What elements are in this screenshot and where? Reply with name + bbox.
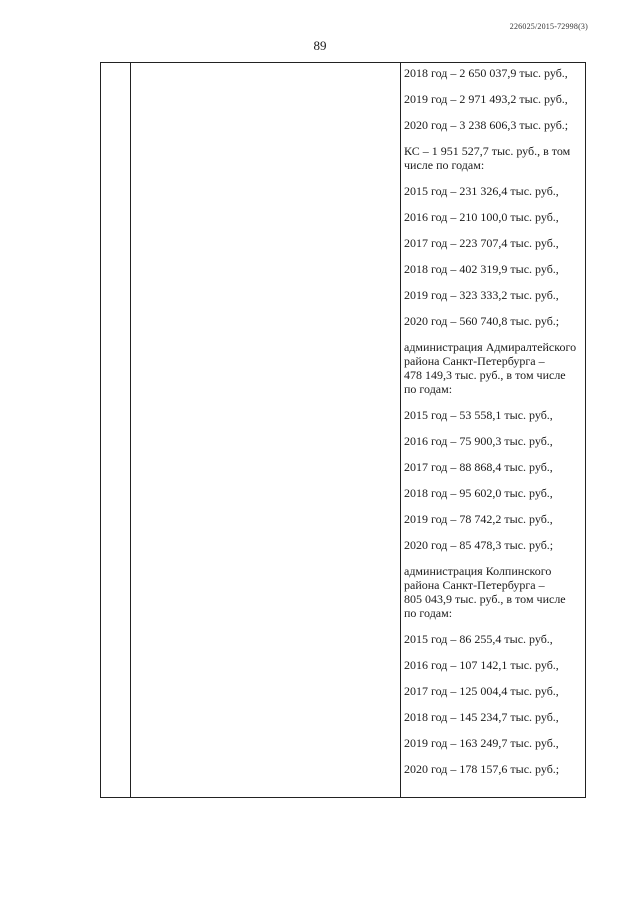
funding-source-heading: администрация Адмиралтейского района Санкт-Петербурга – 478 149,3 тыс. руб., в том числе по годам: [404, 340, 577, 396]
document-code: 226025/2015-72998(3) [509, 22, 588, 31]
funding-line: 2015 год – 86 255,4 тыс. руб., [404, 632, 553, 646]
funding-source-heading: администрация Колпинского района Санкт-Петербурга – 805 043,9 тыс. руб., в том числе по годам: [404, 564, 566, 620]
funding-line: 2020 год – 560 740,8 тыс. руб.; [404, 314, 560, 328]
funding-line: 2018 год – 145 234,7 тыс. руб., [404, 710, 559, 724]
funding-line: 2019 год – 323 333,2 тыс. руб., [404, 288, 559, 302]
funding-line: 2020 год – 3 238 606,3 тыс. руб.; [404, 118, 569, 132]
funding-line: 2020 год – 85 478,3 тыс. руб.; [404, 538, 554, 552]
funding-line: 2018 год – 2 650 037,9 тыс. руб., [404, 66, 568, 80]
funding-line: 2016 год – 75 900,3 тыс. руб., [404, 434, 553, 448]
funding-line: 2019 год – 163 249,7 тыс. руб., [404, 736, 559, 750]
funding-line: 2018 год – 402 319,9 тыс. руб., [404, 262, 559, 276]
funding-line: 2020 год – 178 157,6 тыс. руб.; [404, 762, 560, 776]
funding-line: 2016 год – 107 142,1 тыс. руб., [404, 658, 559, 672]
column-divider-1 [130, 63, 131, 797]
funding-line: 2017 год – 125 004,4 тыс. руб., [404, 684, 559, 698]
funding-cell [401, 63, 585, 797]
funding-line: 2019 год – 78 742,2 тыс. руб., [404, 512, 553, 526]
funding-source-heading: КС – 1 951 527,7 тыс. руб., в том числе по годам: [404, 144, 571, 172]
funding-line: 2017 год – 223 707,4 тыс. руб., [404, 236, 559, 250]
funding-line: 2018 год – 95 602,0 тыс. руб., [404, 486, 553, 500]
funding-line: 2015 год – 231 326,4 тыс. руб., [404, 184, 559, 198]
funding-line: 2015 год – 53 558,1 тыс. руб., [404, 408, 553, 422]
funding-table [100, 62, 586, 798]
funding-line: 2019 год – 2 971 493,2 тыс. руб., [404, 92, 568, 106]
page-number: 89 [313, 38, 327, 53]
funding-line: 2017 год – 88 868,4 тыс. руб., [404, 460, 553, 474]
funding-line: 2016 год – 210 100,0 тыс. руб., [404, 210, 559, 224]
